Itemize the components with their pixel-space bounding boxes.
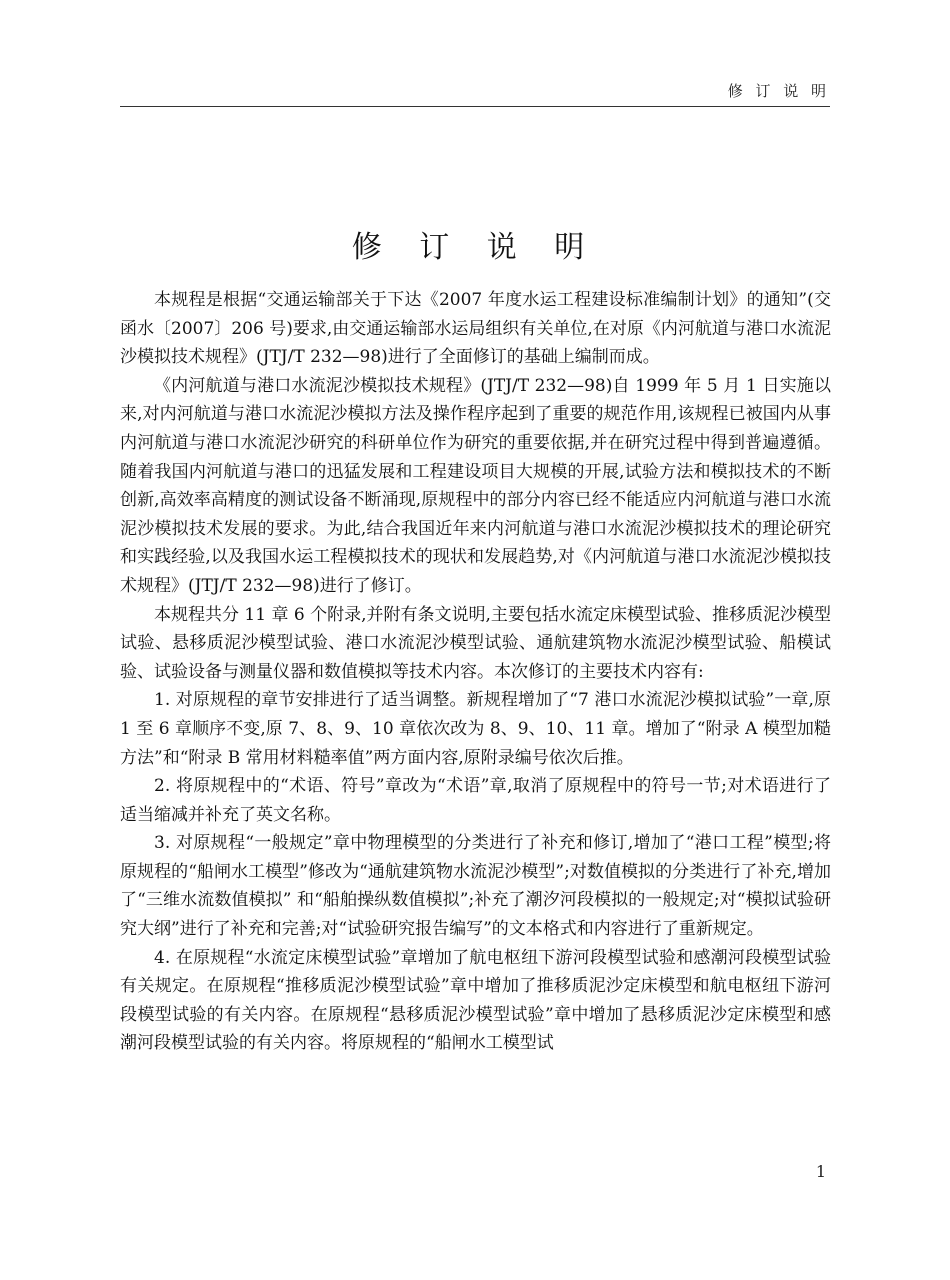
paragraph: 4. 在原规程“水流定床模型试验”章增加了航电枢纽下游河段模型试验和感潮河段模型试验有关规定。在原规程“推移质泥沙模型试验”章中增加了推移质泥沙定床模型和航电枢纽下游河段模型试验的有关内容。在原规程“悬移质泥沙模型试验”章中增加了悬移质泥沙定床模型和感潮河段模型试验的有关内容。将原规程的“船闸水工模型试 bbox=[120, 947, 831, 1054]
paragraph: 2. 将原规程中的“术语、符号”章改为“术语”章,取消了原规程中的符号一节;对术语进行了适当缩减并补充了英文名称。 bbox=[120, 776, 831, 825]
page-title: 修 订 说 明 bbox=[351, 230, 599, 265]
running-header: 修 订 说 明 bbox=[727, 82, 830, 100]
paragraph: 1. 对原规程的章节安排进行了适当调整。新规程增加了“7 港口水流泥沙模拟试验”一章,原 1 至 6 章顺序不变,原 7、8、9、10 章依次改为 8、9、10、11 章。增加了“附录 A 模型加糙方法”和“附录 B 常用材料糙率值”两方面内容,原附录编号依次后推。 bbox=[120, 690, 831, 768]
page-number: 1 bbox=[815, 1162, 826, 1181]
paragraph: 本规程是根据“交通运输部关于下达《2007 年度水运工程建设标准编制计划》的通知”(交函水〔2007〕206 号)要求,由交通运输部水运局组织有关单位,在对原《内河航道与港口水流泥沙模拟技术规程》(JTJ/T 232—98)进行了全面修订的基础上编制而成。 bbox=[120, 290, 831, 368]
header-divider bbox=[120, 106, 830, 107]
paragraph: 《内河航道与港口水流泥沙模拟技术规程》(JTJ/T 232—98)自 1999 年 5 月 1 日实施以来,对内河航道与港口水流泥沙模拟方法及操作程序起到了重要的规范作用,该规程已被国内从事内河航道与港口水流泥沙研究的科研单位作为研究的重要依据,并在研究过程中得到普遍遵循。随着我国内河航道与港口的迅猛发展和工程建设项目大规模的开展,试验方法和模拟技术的不断创新,高效率高精度的测试设备不断涌现,原规程中的部分内容已经不能适应内河航道与港口水流泥沙模拟技术发展的要求。为此,结合我国近年来内河航道与港口水流泥沙模拟技术的理论研究和实践经验,以及我国水运工程模拟技术的现状和发展趋势,对《内河航道与港口水流泥沙模拟技术规程》(JTJ/T 232—98)进行了修订。 bbox=[120, 375, 831, 596]
paragraph: 本规程共分 11 章 6 个附录,并附有条文说明,主要包括水流定床模型试验、推移质泥沙模型试验、悬移质泥沙模型试验、港口水流泥沙模型试验、通航建筑物水流泥沙模型试验、船模试验、试验设备与测量仪器和数值模拟等技术内容。本次修订的主要技术内容有: bbox=[120, 604, 831, 682]
paragraph: 3. 对原规程“一般规定”章中物理模型的分类进行了补充和修订,增加了“港口工程”模型;将原规程的“船闸水工模型”修改为“通航建筑物水流泥沙模型”;对数值模拟的分类进行了补充,增加了“三维水流数值模拟” 和“船舶操纵数值模拟”;补充了潮汐河段模拟的一般规定;对“模拟试验研究大纲”进行了补充和完善;对“试验研究报告编写”的文本格式和内容进行了重新规定。 bbox=[120, 833, 831, 940]
body-text bbox=[120, 286, 831, 1058]
